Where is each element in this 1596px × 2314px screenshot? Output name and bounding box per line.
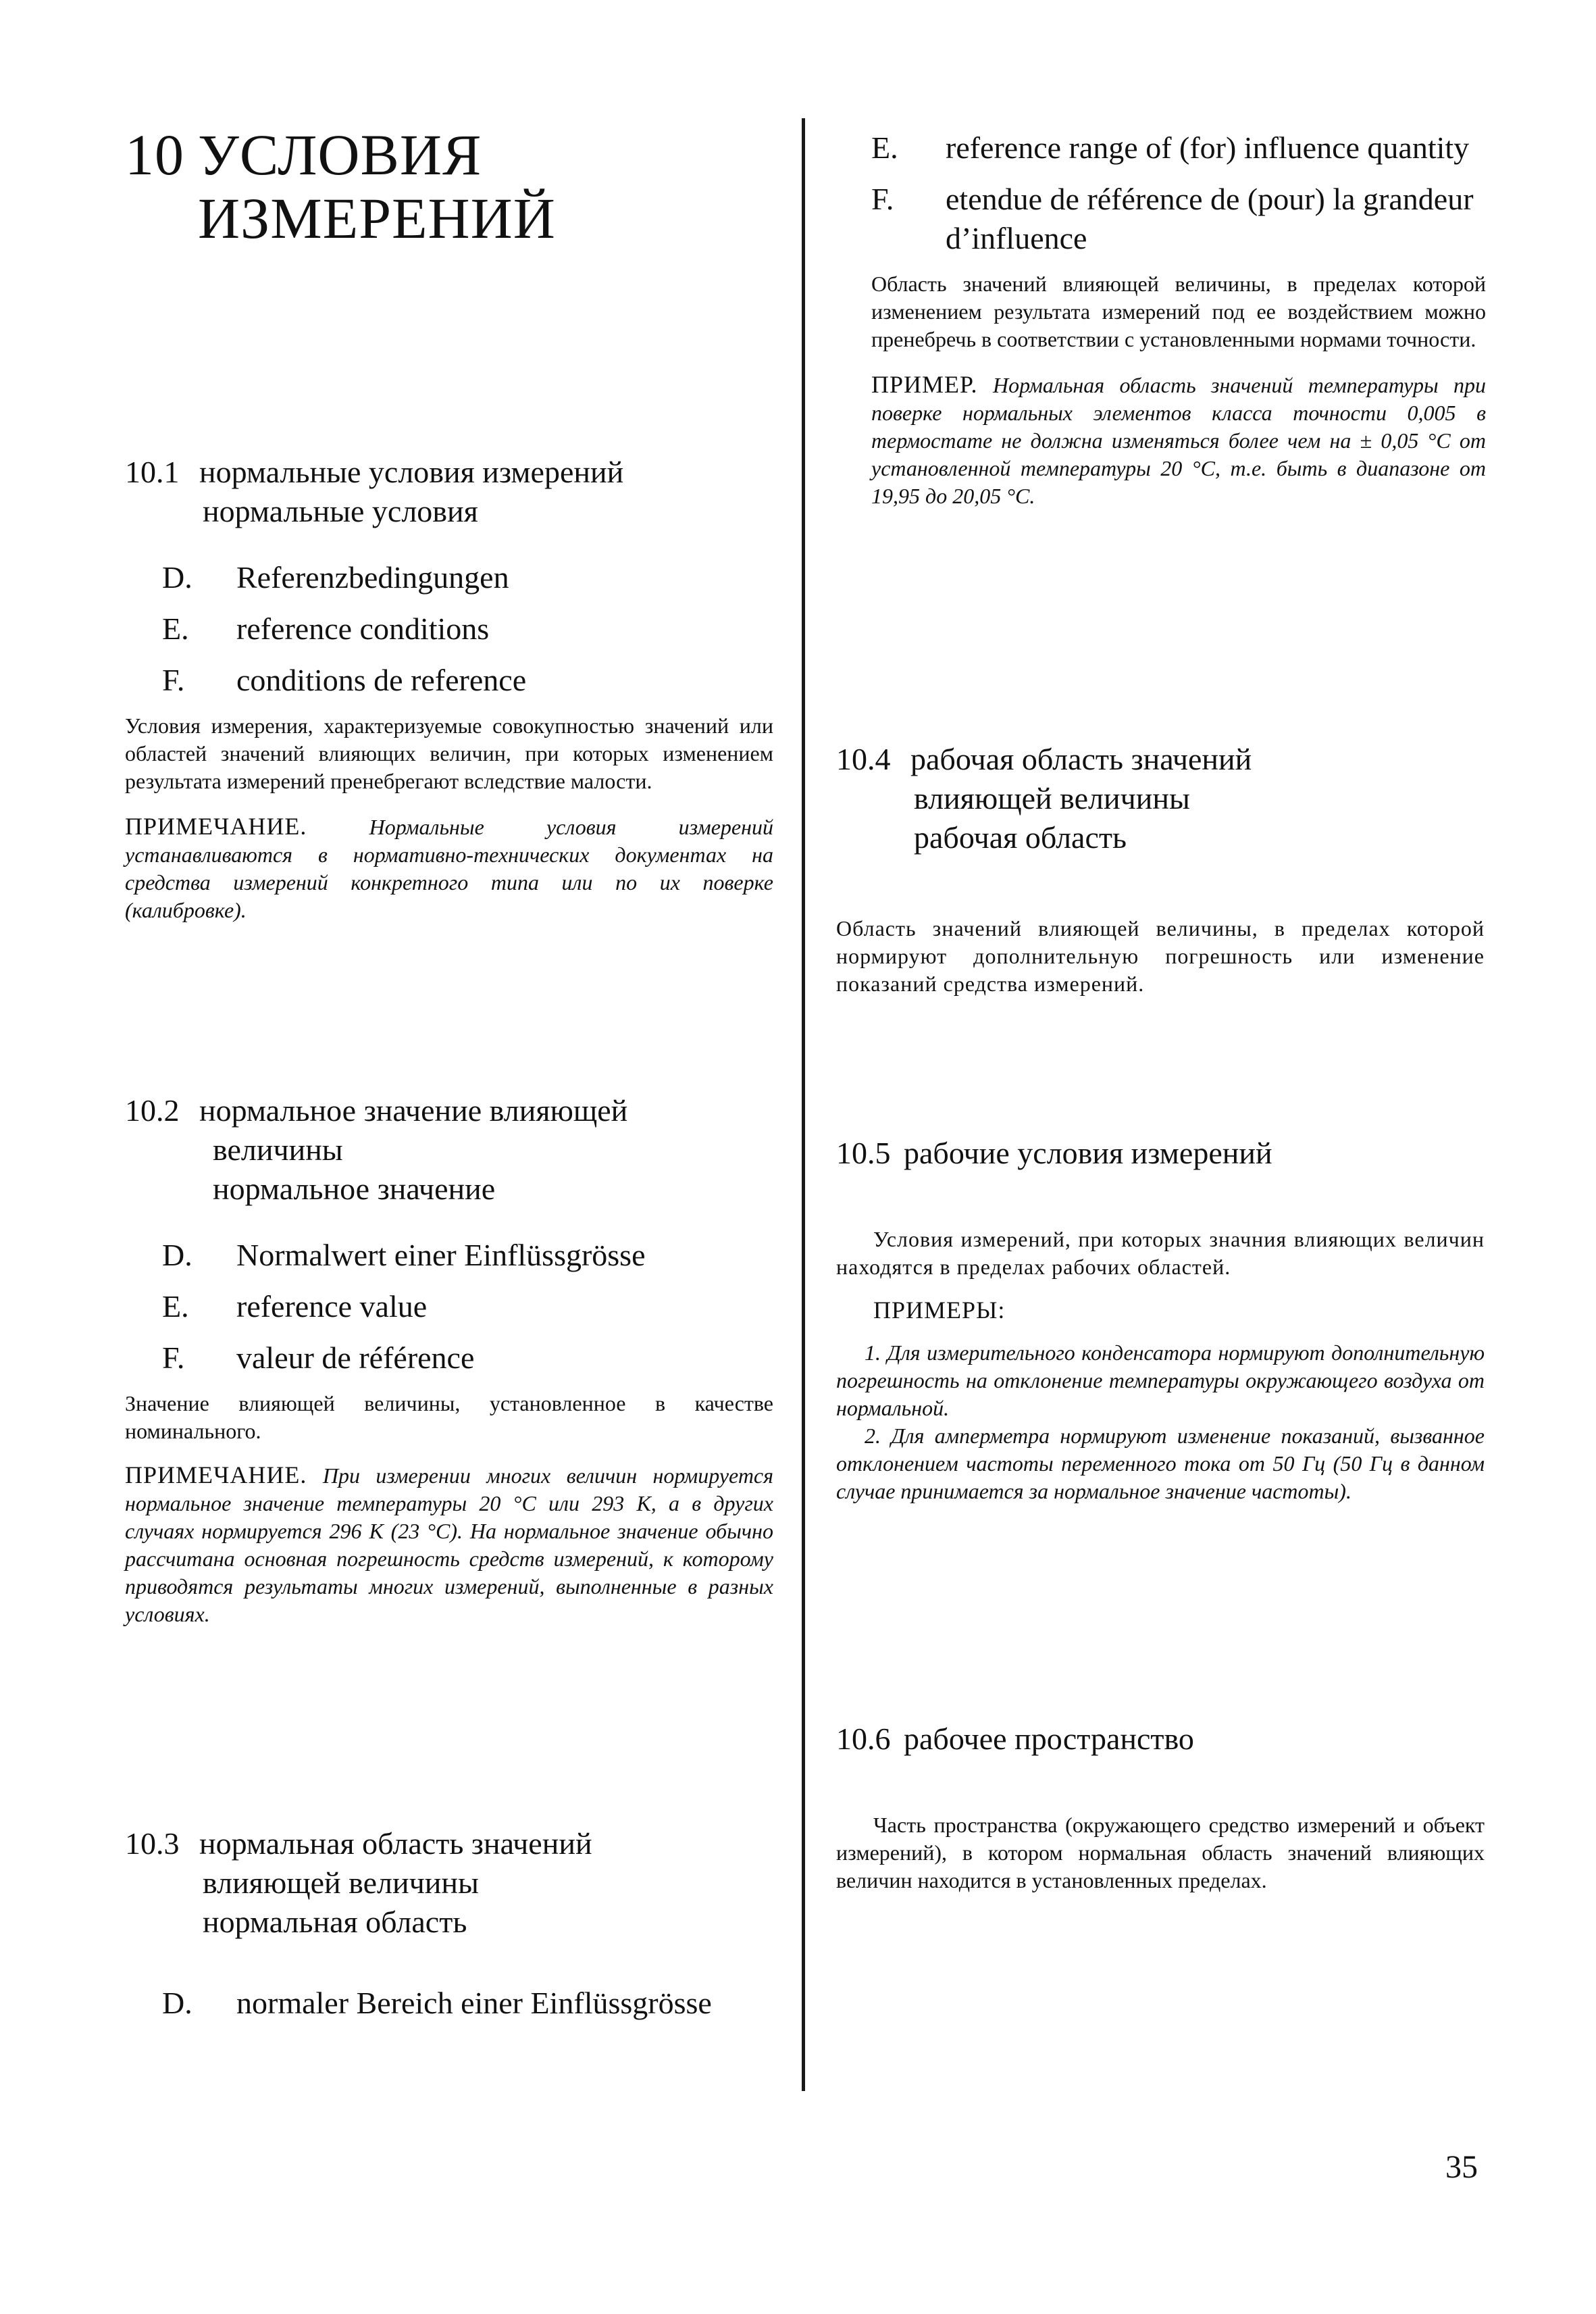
term-note [125, 1461, 773, 1628]
equivalent-row [162, 1984, 773, 2023]
equivalent-text: reference conditions [236, 611, 490, 646]
equivalent-text: conditions de reference [236, 663, 527, 697]
language-code: E. [162, 611, 189, 646]
term-heading [125, 453, 773, 531]
chapter-title-line2: ИЗМЕРЕНИЙ [198, 186, 556, 251]
term-heading [836, 740, 1485, 857]
note-label: ПРИМЕЧАНИЕ. [125, 813, 307, 840]
term-short-title: нормальная область [203, 1905, 467, 1939]
list-item: 2. Для амперметра нормируют изменение показаний, вызванное отклонением частоты переменного тока от 50 Гц (50 Гц в данном случае принимается за нормальное значение частоты). [836, 1424, 1485, 1503]
note-text: Нормальная область значений температуры при поверке нормальных элементов класса точности 0,005 в термостате не должна изменяться более чем на ± 0,05 °С от установленной температуры 20 °С, т.е. быть в диапазоне от 19,95 до 20,05 °С. [871, 373, 1487, 508]
term-definition: Часть пространства (окружающего средство измерений и объект измерений), в котором нормальная область значений влияющих величин находится в установленных пределах. [836, 1813, 1485, 1892]
term-title-continued: влияющей величины [914, 781, 1190, 815]
equivalent-text: reference value [236, 1289, 428, 1324]
language-code: F. [162, 1340, 185, 1375]
term-definition: Область значений влияющей величины, в пределах которой нормируют дополнительную погрешность или изменение показаний средства измерений. [836, 916, 1485, 996]
term-number: 10.2 [125, 1093, 180, 1128]
term-number: 10.4 [836, 742, 891, 776]
term-title-continued: величины [213, 1132, 343, 1167]
term-10-4 [836, 740, 1485, 998]
term-10-3-continued [871, 128, 1486, 510]
term-heading [125, 1091, 773, 1209]
equivalent-row [162, 1236, 773, 1275]
term-title-continued: влияющей величины [203, 1865, 479, 1900]
term-heading [836, 1134, 1485, 1173]
term-10-5 [836, 1134, 1485, 1505]
equivalent-row [871, 180, 1486, 258]
examples-list [836, 1339, 1485, 1505]
term-title: нормальное значение влияющей [199, 1093, 628, 1128]
term-10-6 [836, 1719, 1485, 1894]
term-number: 10.5 [836, 1136, 891, 1170]
chapter-title [125, 123, 556, 250]
equivalent-text: reference range of (for) influence quantity [946, 130, 1470, 165]
term-title: рабочие условия измерений [904, 1136, 1272, 1170]
language-code: F. [871, 182, 894, 216]
equivalent-text: Normalwert einer Einflüssgrösse [236, 1238, 646, 1272]
term-title: нормальные условия измерений [199, 455, 624, 489]
equivalent-row [162, 1287, 773, 1326]
term-10-3 [125, 1824, 773, 2035]
language-code: F. [162, 663, 185, 697]
term-number: 10.1 [125, 455, 180, 489]
term-title: нормальная область значений [199, 1826, 592, 1861]
term-definition: Условия измерений, при которых значния влияющих величин находятся в пределах рабочих областей. [836, 1227, 1485, 1279]
term-number: 10.3 [125, 1826, 180, 1861]
note-label: ПРИМЕР. [871, 371, 978, 398]
note-text: Нормальные условия измерений устанавливаются в нормативно-технических документах на средства измерений конкретного типа или по их поверке (калибровке). [125, 815, 774, 922]
column-divider [802, 118, 805, 2091]
term-short-title: нормальные условия [203, 494, 478, 528]
term-equivalents [125, 1236, 773, 1378]
equivalent-row [162, 1338, 773, 1378]
term-title: рабочая область значений [910, 742, 1252, 776]
list-item: 1. Для измерительного конденсатора нормируют дополнительную погрешность на отклонение температуры окружающего воздуха от нормальной. [836, 1340, 1485, 1420]
chapter-number: 10 [125, 122, 184, 187]
term-definition: Значение влияющей величины, установленное в качестве номинального. [125, 1391, 773, 1443]
term-equivalents [125, 1984, 773, 2023]
equivalent-text: etendue de référence de (pour) la grandeur d’influence [946, 182, 1474, 255]
chapter-title-line1: УСЛОВИЯ [198, 122, 482, 187]
term-10-1 [125, 453, 773, 924]
language-code: D. [162, 1986, 192, 2020]
term-note [125, 813, 773, 924]
equivalent-row [162, 558, 773, 597]
note-label: ПРИМЕЧАНИЕ. [125, 1461, 307, 1488]
term-number: 10.6 [836, 1721, 891, 1756]
term-note [871, 371, 1486, 510]
equivalent-row [162, 661, 773, 700]
term-heading [836, 1719, 1485, 1759]
term-title: рабочее пространство [904, 1721, 1194, 1756]
note-text: При измерении многих величин нормируется нормальное значение температуры 20 °С или 293 К, а в других случаях нормируется 296 К (23 °С). На нормальное значение обычно рассчитана основная погрешность средств измерений, к которому приводятся результаты многих измерений, выполненные в разных условиях. [125, 1463, 773, 1626]
page-number: 35 [1445, 2149, 1478, 2185]
term-10-2 [125, 1091, 773, 1628]
equivalent-text: valeur de référence [236, 1340, 475, 1375]
term-equivalents [871, 128, 1486, 258]
term-short-title: рабочая область [914, 820, 1127, 855]
equivalent-text: normaler Bereich einer Einflüssgrösse [236, 1986, 712, 2020]
language-code: E. [162, 1289, 189, 1324]
language-code: E. [871, 130, 898, 165]
term-definition: Область значений влияющей величины, в пределах которой изменением результата измерений под ее воздействием можно пренебречь в соответствии с установленными нормами точности. [871, 272, 1486, 351]
language-code: D. [162, 560, 192, 595]
language-code: D. [162, 1238, 192, 1272]
term-heading [125, 1824, 773, 1942]
term-definition: Условия измерения, характеризуемые совокупностью значений или областей значений влияющих величин, при которых изменением результата измерений пренебрегают вследствие малости. [125, 713, 773, 793]
examples-label: ПРИМЕРЫ: [873, 1297, 1006, 1324]
equivalent-row [162, 609, 773, 649]
term-short-title: нормальное значение [213, 1172, 496, 1206]
equivalent-text: Referenzbedingungen [236, 560, 509, 595]
term-equivalents [125, 558, 773, 700]
equivalent-row [871, 128, 1486, 168]
